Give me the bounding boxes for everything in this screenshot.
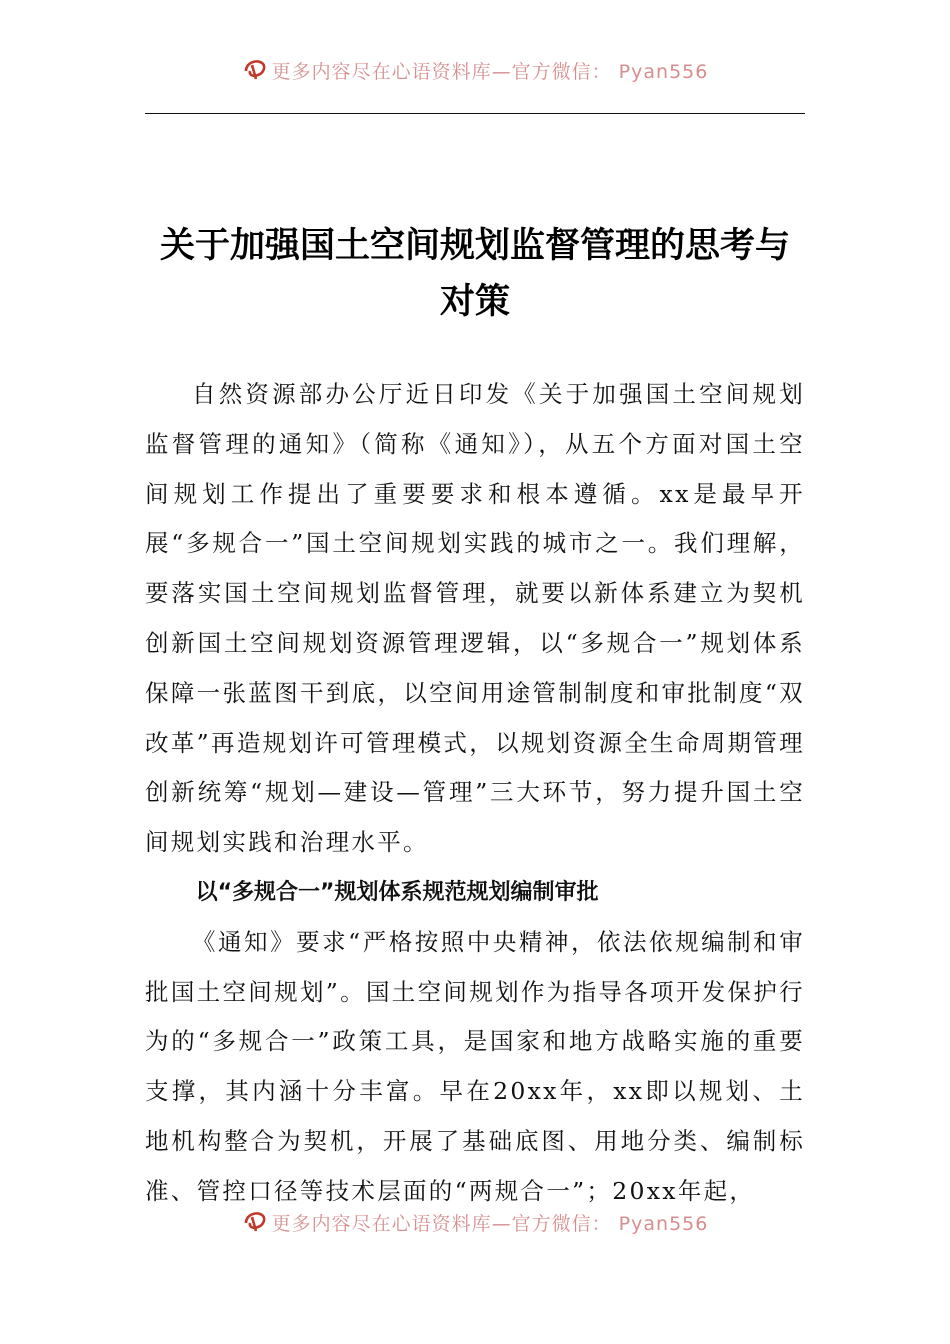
logo-icon <box>242 57 268 83</box>
footer-watermark-text: 更多内容尽在心语资料库—官方微信： Pyan556 <box>271 1212 709 1235</box>
header-divider <box>145 113 805 114</box>
document-body <box>145 370 805 1217</box>
footer-watermark <box>145 1206 805 1238</box>
header-watermark <box>145 52 805 88</box>
intro-paragraph: 自然资源部办公厅近日印发《关于加强国土空间规划监督管理的通知》（简称《通知》），从五个方面对国土空间规划工作提出了重要要求和根本遵循。xx是最早开展“多规合一”国土空间规划实践的城市之一。我们理解，要落实国土空间规划监督管理，就要以新体系建立为契机创新国土空间规划资源管理逻辑，以“多规合一”规划体系保障一张蓝图干到底，以空间用途管制制度和审批制度“双改革”再造规划许可管理模式，以规划资源全生命周期管理创新统筹“规划—建设—管理”三大环节，努力提升国土空间规划实践和治理水平。 <box>145 380 805 857</box>
header-watermark-text: 更多内容尽在心语资料库—官方微信： Pyan556 <box>271 60 709 83</box>
section-heading: 以“多规合一”规划体系规范规划编制审批 <box>195 879 599 905</box>
logo-icon <box>242 1209 268 1235</box>
section-paragraph: 《通知》要求“严格按照中央精神，依法依规编制和审批国土空间规划”。国土空间规划作为指导各项开发保护行为的“多规合一”政策工具，是国家和地方战略实施的重要支撑，其内涵十分丰富。早在20xx年，xx即以规划、土地机构整合为契机，开展了基础底图、用地分类、编制标准、管控口径等技术层面的“两规合一”；20xx年起， <box>145 927 805 1205</box>
document-title: 关于加强国土空间规划监督管理的思考与对策 <box>159 226 790 322</box>
